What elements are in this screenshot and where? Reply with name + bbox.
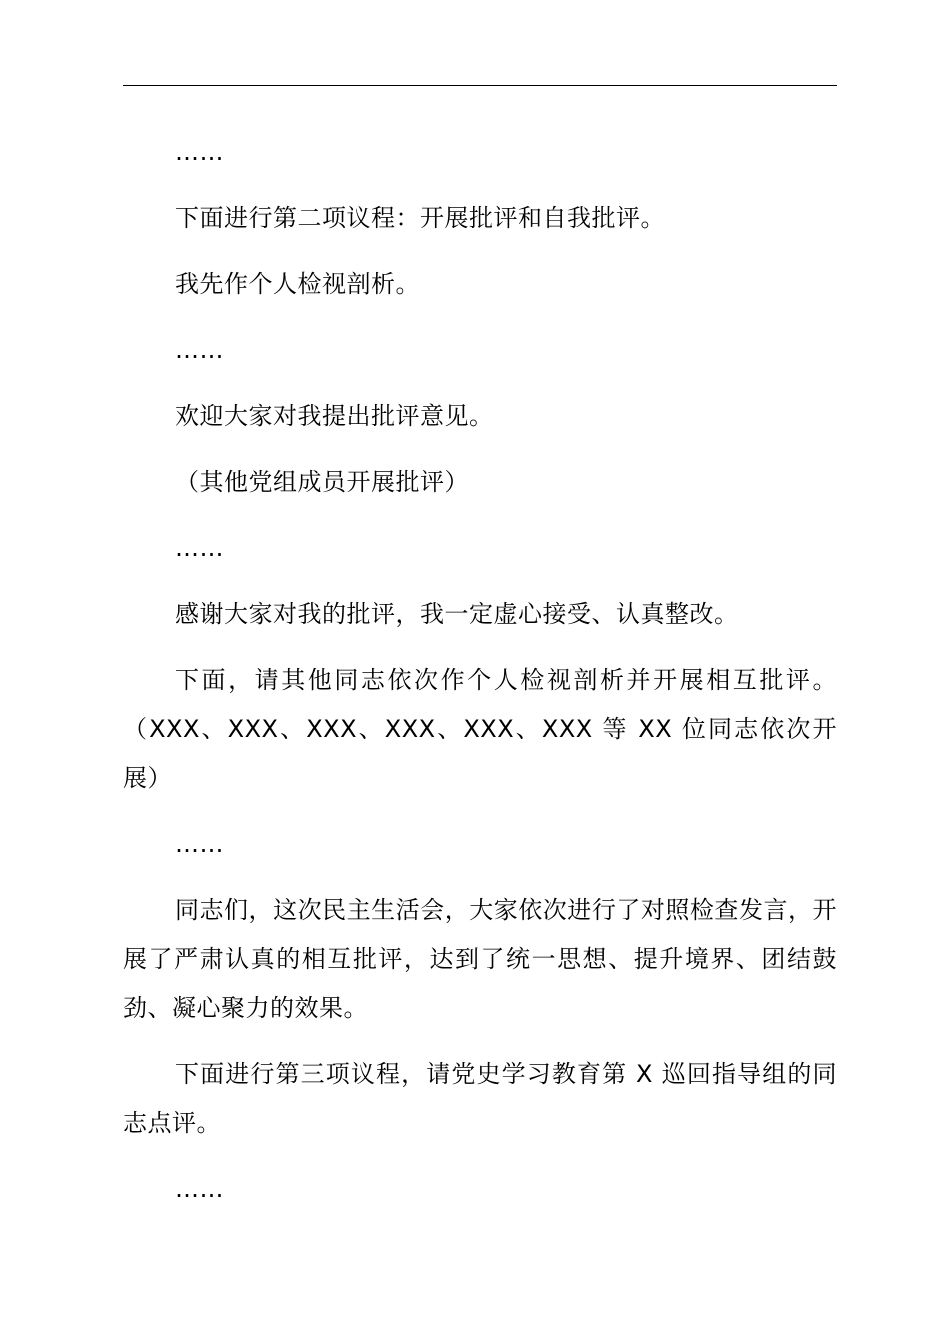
paragraph-ellipsis-1: …… (175, 138, 224, 166)
header-rule (123, 85, 837, 86)
paragraph-mutual-criticism: 下面，请其他同志依次作个人检视剖析并开展相互批评。（XXX、XXX、XXX、XXX、XXX、XXX 等 XX 位同志依次开展） (123, 666, 837, 792)
paragraph-members-criticize: （其他党组成员开展批评） (175, 468, 469, 496)
document-body (123, 128, 837, 1214)
paragraph-welcome-criticism: 欢迎大家对我提出批评意见。 (175, 402, 494, 430)
paragraph-agenda-item-2: 下面进行第二项议程：开展批评和自我批评。 (175, 204, 665, 232)
paragraph-thanks: 感谢大家对我的批评，我一定虚心接受、认真整改。 (175, 600, 739, 628)
paragraph-agenda-item-3: 下面进行第三项议程，请党史学习教育第 X 巡回指导组的同志点评。 (123, 1060, 837, 1137)
paragraph-self-review: 我先作个人检视剖析。 (175, 270, 420, 298)
paragraph-ellipsis-4: …… (175, 830, 224, 858)
paragraph-ellipsis-2: …… (175, 336, 224, 364)
paragraph-ellipsis-3: …… (175, 534, 224, 562)
paragraph-summary: 同志们，这次民主生活会，大家依次进行了对照检查发言，开展了严肃认真的相互批评，达到了统一思想、提升境界、团结鼓劲、凝心聚力的效果。 (123, 896, 837, 1022)
paragraph-ellipsis-5: …… (175, 1175, 224, 1203)
